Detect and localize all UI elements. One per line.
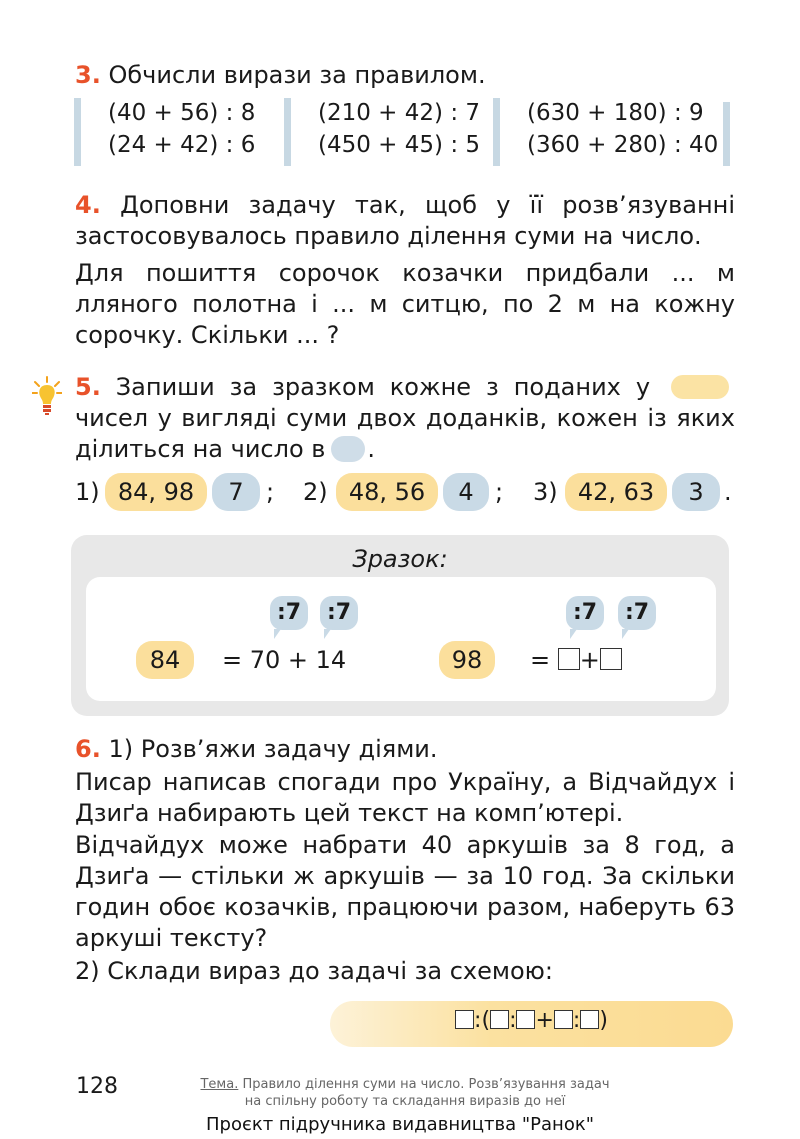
blank-box[interactable]	[554, 1010, 573, 1029]
numbers-chip: 42, 63	[565, 473, 667, 511]
blank-box[interactable]	[580, 1010, 599, 1029]
blank-box[interactable]	[600, 648, 622, 670]
divisor-bubble: :7	[566, 596, 604, 630]
separator: ;	[495, 478, 504, 506]
colon: :	[474, 1008, 482, 1033]
table-border	[723, 102, 730, 166]
exercise-text: .	[367, 435, 376, 463]
sample-expression: = 70 + 14	[222, 646, 347, 674]
topic-line-2: на спільну роботу та складання виразів до неї	[244, 1094, 566, 1109]
sample-blank-expression	[530, 641, 622, 679]
item-label: 2)	[303, 478, 328, 506]
page-topic	[160, 1076, 650, 1110]
plus-sign: +	[535, 1008, 554, 1033]
lightbulb-icon	[32, 376, 62, 416]
colon: :	[572, 1008, 581, 1033]
item-label: 3)	[533, 478, 558, 506]
sample-number-chip: 84	[136, 641, 194, 679]
blank-box[interactable]	[558, 648, 580, 670]
expression-column-1	[74, 98, 281, 166]
exercise-text: Запиши за зразком кожне з поданих у	[115, 373, 651, 401]
page-number: 128	[76, 1074, 118, 1099]
blank-box[interactable]	[516, 1010, 535, 1029]
exercise-6-task	[75, 734, 735, 765]
exercise-text: Доповни задачу так, щоб у її розв’язуванні застосовувалось правило ділення суми на число.	[75, 191, 735, 250]
exercise-6-para-2: Відчайдух може набрати 40 аркушів за 8 год, а Дзиґа — стільки ж аркушів — за 10 год. За скільки годин обоє козачків, працюючи разом, наберуть 63 аркуші тексту?	[75, 831, 735, 952]
exercise-text: чисел	[75, 404, 149, 432]
expression-column-3	[493, 98, 720, 166]
exercise-4-problem: Для пошиття сорочок козачки придбали ... м лляного полотна і ... м ситцю, по 2 м на кожну сорочку. Скільки ... ?	[75, 259, 735, 349]
blue-chip-sample	[331, 436, 365, 462]
exercise-6-part-2: 2) Склади вираз до задачі за схемою:	[75, 957, 553, 985]
exercise-text: 1) Розв’яжи задачу діями.	[108, 735, 438, 763]
blank-box[interactable]	[490, 1010, 509, 1029]
numbers-chip: 84, 98	[105, 473, 207, 511]
expression-column-2	[284, 98, 491, 166]
exercise-number: 5.	[75, 373, 101, 401]
exercise-number: 4.	[75, 191, 101, 219]
expression: (40 + 56) : 8	[108, 100, 256, 126]
expression: (360 + 280) : 40	[527, 132, 719, 158]
expression: (450 + 45) : 5	[318, 132, 481, 158]
exercise-number: 6.	[75, 735, 101, 763]
expression: (210 + 42) : 7	[318, 100, 481, 126]
yellow-chip-sample	[671, 375, 729, 399]
sample-content	[86, 577, 716, 701]
blank-box[interactable]	[455, 1010, 474, 1029]
exercise-text: Обчисли вирази за правилом.	[108, 61, 486, 89]
sample-number-chip: 98	[439, 641, 495, 679]
exercise-text: у вигляді суми двох доданків, кожен із яких ділиться	[75, 404, 735, 463]
colon: :	[509, 1008, 517, 1033]
item-label: 1)	[75, 478, 100, 506]
exercise-number: 3.	[75, 61, 101, 89]
sample-title: Зразок:	[352, 545, 448, 573]
plus-sign: +	[579, 646, 600, 674]
divisor-chip: 7	[212, 473, 260, 511]
expression: (630 + 180) : 9	[527, 100, 704, 126]
topic-label: Тема.	[200, 1077, 239, 1092]
exercise-4-task	[75, 190, 735, 252]
expression: (24 + 42) : 6	[108, 132, 256, 158]
close-paren: )	[599, 1008, 608, 1033]
divisor-chip: 3	[672, 473, 720, 511]
divisor-bubble: :7	[320, 596, 358, 630]
separator: .	[724, 478, 732, 506]
open-paren: (	[481, 1008, 491, 1033]
exercise-3-task	[75, 60, 735, 91]
exercise-text: на число в	[192, 435, 326, 463]
expression-scheme-content	[330, 1008, 733, 1033]
publisher-line: Проєкт підручника видавництва "Ранок"	[205, 1114, 594, 1135]
exercise-5-task	[75, 372, 735, 465]
separator: ;	[266, 478, 275, 506]
numbers-chip: 48, 56	[336, 473, 438, 511]
exercise-6-para-1: Писар написав спогади про Україну, а Відчайдух і Дзиґа набирають цей текст на комп’ютері.	[75, 768, 735, 827]
topic-line-1: Правило ділення суми на число. Розв’язування задач	[242, 1077, 610, 1092]
divisor-bubble: :7	[618, 596, 656, 630]
divisor-chip: 4	[443, 473, 489, 511]
equals-sign: =	[530, 646, 551, 674]
divisor-bubble: :7	[270, 596, 308, 630]
